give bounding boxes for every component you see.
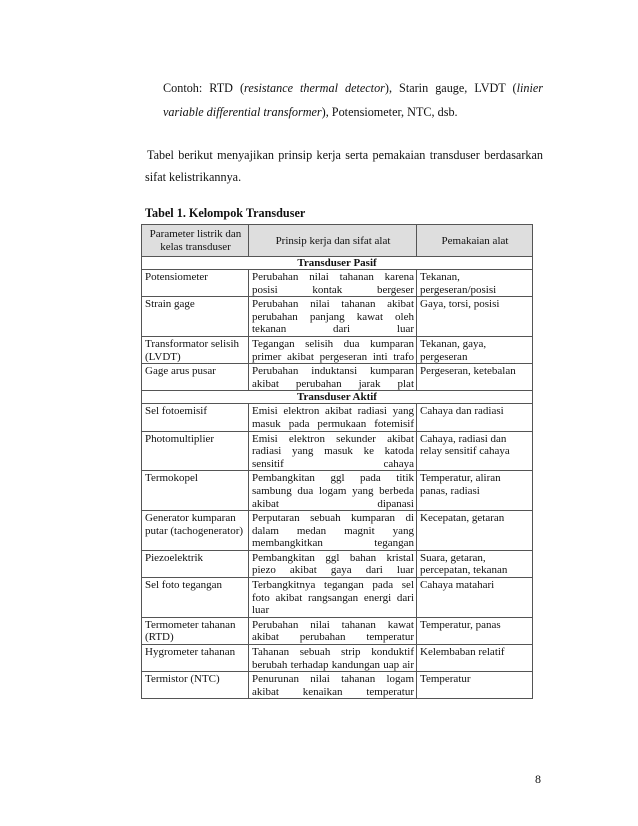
table-row xyxy=(142,364,533,391)
table-row xyxy=(142,550,533,577)
cell-usage: Gaya, torsi, posisi xyxy=(417,297,533,337)
table-row xyxy=(142,336,533,363)
cell-parameter: Potensiometer xyxy=(142,270,249,297)
cell-parameter: Termometer tahanan (RTD) xyxy=(142,617,249,644)
cell-usage: Tekanan, gaya, pergeseran xyxy=(417,336,533,363)
cell-parameter: Gage arus pusar xyxy=(142,364,249,391)
transducer-table xyxy=(141,224,533,699)
cell-parameter: Piezoelektrik xyxy=(142,550,249,577)
table-header-row xyxy=(142,225,533,257)
section-title: Transduser Pasif xyxy=(142,257,533,270)
cell-usage: Cahaya, radiasi dan relay sensitif cahaya xyxy=(417,431,533,471)
lvdt-fullname-start: linier xyxy=(516,81,544,95)
cell-usage: Suara, getaran, percepatan, tekanan xyxy=(417,550,533,577)
section-header-row xyxy=(142,391,533,404)
cell-usage: Cahaya dan radiasi xyxy=(417,404,533,431)
cell-principle: Tegangan selisih dua kumparan primer akibat pergeseran inti trafo xyxy=(249,336,417,363)
table-row xyxy=(142,297,533,337)
cell-principle: Perubahan nilai tahanan kawat akibat perubahan temperatur xyxy=(249,617,417,644)
cell-principle: Perubahan induktansi kumparan akibat perubahan jarak plat xyxy=(249,364,417,391)
cell-principle: Tahanan sebuah strip konduktif berubah terhadap kandungan uap air xyxy=(249,645,417,672)
cell-usage: Temperatur, aliran panas, radiasi xyxy=(417,471,533,511)
cell-principle: Emisi elektron akibat radiasi yang masuk pada permukaan fotemisif xyxy=(249,404,417,431)
cell-principle: Emisi elektron sekunder akibat radiasi yang masuk ke katoda sensitif cahaya xyxy=(249,431,417,471)
header-principle: Prinsip kerja dan sifat alat xyxy=(249,225,417,257)
rtd-fullname: resistance thermal detector xyxy=(244,81,385,95)
cell-principle: Pembangkitan ggl bahan kristal piezo akibat gaya dari luar xyxy=(249,550,417,577)
cell-principle: Penurunan nilai tahanan logam akibat kenaikan temperatur xyxy=(249,672,417,699)
table-row xyxy=(142,578,533,618)
example-line-1: Contoh: RTD (resistance thermal detector), Starin gauge, LVDT (linier xyxy=(163,81,544,95)
section-header-row xyxy=(142,257,533,270)
table-caption: Tabel 1. Kelompok Transduser xyxy=(145,206,306,220)
cell-principle: Terbangkitnya tegangan pada sel foto akibat rangsangan energi dari luar xyxy=(249,578,417,618)
cell-parameter: Strain gage xyxy=(142,297,249,337)
cell-parameter: Sel fotoemisif xyxy=(142,404,249,431)
header-parameter: Parameter listrik dan kelas transduser xyxy=(142,225,249,257)
table-row xyxy=(142,270,533,297)
cell-parameter: Hygrometer tahanan xyxy=(142,645,249,672)
cell-parameter: Termistor (NTC) xyxy=(142,672,249,699)
table-row xyxy=(142,617,533,644)
cell-usage: Temperatur xyxy=(417,672,533,699)
intro-paragraph-line-2: sifat kelistrikannya. xyxy=(145,170,242,184)
table-row xyxy=(142,672,533,699)
cell-principle: Perubahan nilai tahanan akibat perubahan panjang kawat oleh tekanan dari luar xyxy=(249,297,417,337)
cell-parameter: Photomultiplier xyxy=(142,431,249,471)
cell-usage: Tekanan, pergeseran/posisi xyxy=(417,270,533,297)
cell-usage: Temperatur, panas xyxy=(417,617,533,644)
header-usage: Pemakaian alat xyxy=(417,225,533,257)
cell-usage: Cahaya matahari xyxy=(417,578,533,618)
lvdt-fullname-end: variable differential transformer xyxy=(163,105,322,119)
page-number: 8 xyxy=(535,772,541,786)
example-line-2: variable differential transformer), Potensiometer, NTC, dsb. xyxy=(163,105,458,119)
table-row xyxy=(142,645,533,672)
cell-principle: Perubahan nilai tahanan karena posisi kontak bergeser xyxy=(249,270,417,297)
cell-parameter: Sel foto tegangan xyxy=(142,578,249,618)
table-row xyxy=(142,471,533,511)
cell-parameter: Generator kumparan putar (tachogenerator) xyxy=(142,511,249,551)
table-row xyxy=(142,511,533,551)
cell-usage: Kelembaban relatif xyxy=(417,645,533,672)
section-title: Transduser Aktif xyxy=(142,391,533,404)
cell-parameter: Transformator selisih (LVDT) xyxy=(142,336,249,363)
intro-paragraph-line-1: Tabel berikut menyajikan prinsip kerja serta pemakaian transduser berdasarkan xyxy=(147,148,543,162)
table-row xyxy=(142,404,533,431)
cell-principle: Pembangkitan ggl pada titik sambung dua logam yang berbeda akibat dipanasi xyxy=(249,471,417,511)
table-body xyxy=(142,257,533,699)
cell-usage: Kecepatan, getaran xyxy=(417,511,533,551)
cell-principle: Perputaran sebuah kumparan di dalam medan magnit yang membangkitkan tegangan xyxy=(249,511,417,551)
cell-usage: Pergeseran, ketebalan xyxy=(417,364,533,391)
table-row xyxy=(142,431,533,471)
cell-parameter: Termokopel xyxy=(142,471,249,511)
